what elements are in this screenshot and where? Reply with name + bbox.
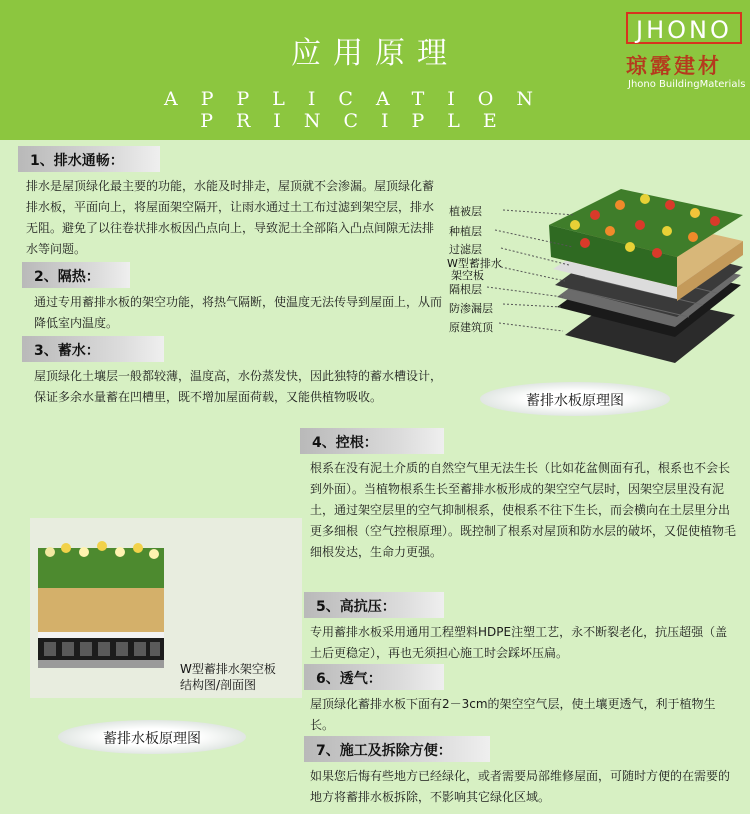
section-text-drainage: 排水是屋顶绿化最主要的功能，水能及时排走，屋顶就不会渗漏。屋顶绿化蓄排水板，平面向上，将屋面架空隔开，让雨水通过土工布过滤到架空层，排水无阻。避免了以往卷状排水板因凸点向上，导致泥土全部陷入凸点间隙无法排水等问题。 (26, 179, 435, 256)
page-title: 应用原理 (291, 36, 459, 71)
section-title: 7、施工及拆除方便： (316, 743, 452, 759)
layer-label-planting: 种植层 (449, 225, 482, 238)
section-heading-drainage (18, 146, 160, 172)
section-heading-water-storage (22, 336, 164, 362)
board-structure-figure (30, 518, 302, 698)
layer-label-vegetation: 植被层 (449, 205, 482, 218)
figure-label-line1: W型蓄排水架空板 (180, 662, 276, 676)
logo-company-name: 琼露建材 (626, 54, 722, 78)
layer-label-original-roof: 原建筑顶 (449, 321, 493, 334)
section-heading-installation (304, 736, 490, 762)
section-text-insulation: 通过专用蓄排水板的架空功能，将热气隔断，使温度无法传导到屋面上，从而降低室内温度。 (34, 295, 443, 330)
section-title: 3、蓄水： (34, 343, 100, 359)
figure-label-line2: 结构图/剖面图 (180, 678, 257, 692)
layer-diagram-graphic (445, 185, 745, 365)
logo-mark (626, 12, 742, 44)
section-text-breathable: 屋顶绿化蓄排水板下面有2－3cm的架空空气层，使土壤更透气，利于植物生长。 (310, 697, 716, 732)
section-text-water-storage: 屋顶绿化土壤层一般都较薄，温度高，水份蒸发快，因此独特的蓄水槽设计，保证多余水量蓄在凹槽里，既不增加屋面荷载，又能供植物吸收。 (34, 369, 443, 404)
layer-label-filter: 过滤层 (449, 243, 482, 256)
figure-caption (480, 382, 670, 416)
logo-company-name-en: Jhono BuildingMaterials (628, 79, 746, 90)
layer-label-root-barrier: 隔根层 (449, 283, 482, 296)
brand-logo (620, 8, 746, 98)
section-heading-breathable (304, 664, 444, 690)
section-heading-root-control (300, 428, 444, 454)
layer-label-drainage-board-1: W型蓄排水 (447, 257, 502, 270)
section-title: 4、控根： (312, 435, 378, 451)
logo-mark-text: JHONO (636, 16, 732, 44)
page-subtitle: APPLICATION PRINCIPLE (163, 88, 556, 132)
layer-label-waterproof: 防渗漏层 (449, 302, 493, 315)
section-title: 1、排水通畅： (30, 153, 124, 169)
section-heading-insulation (22, 262, 130, 288)
figure-caption-text: 蓄排水板原理图 (526, 393, 624, 409)
figure-caption-text: 蓄排水板原理图 (103, 731, 201, 747)
section-title: 6、透气： (316, 671, 382, 687)
layer-label-drainage-board-2: 架空板 (451, 269, 484, 282)
section-text-installation: 如果您后悔有些地方已经绿化，或者需要局部维修屋面，可随时方便的在需要的地方将蓄排水板拆除，不影响其它绿化区域。 (310, 769, 731, 804)
layer-diagram (445, 185, 745, 365)
figure-caption (58, 720, 246, 754)
section-title: 2、隔热： (34, 269, 100, 285)
section-title: 5、高抗压： (316, 599, 396, 615)
section-text-root-control: 根系在没有泥土介质的自然空气里无法生长（比如花盆侧面有孔，根系也不会长到外面）。当植物根系生长至蓄排水板形成的架空空气层时，因架空层里没有泥土，通过架空层里的空气抑制根系，使根系不往下生长，而会横向在土层里分出更多细根（空气控根原理）。既控制了根系对屋顶和防水层的破坏，又促使植物毛细根发达，生命力更强。 (310, 461, 737, 559)
section-heading-compression (304, 592, 444, 618)
page-header (0, 0, 750, 140)
section-text-compression: 专用蓄排水板采用通用工程塑料HDPE注塑工艺，永不断裂老化，抗压超强（盖土后更稳定），再也无须担心施工时会踩坏压扁。 (310, 625, 728, 660)
